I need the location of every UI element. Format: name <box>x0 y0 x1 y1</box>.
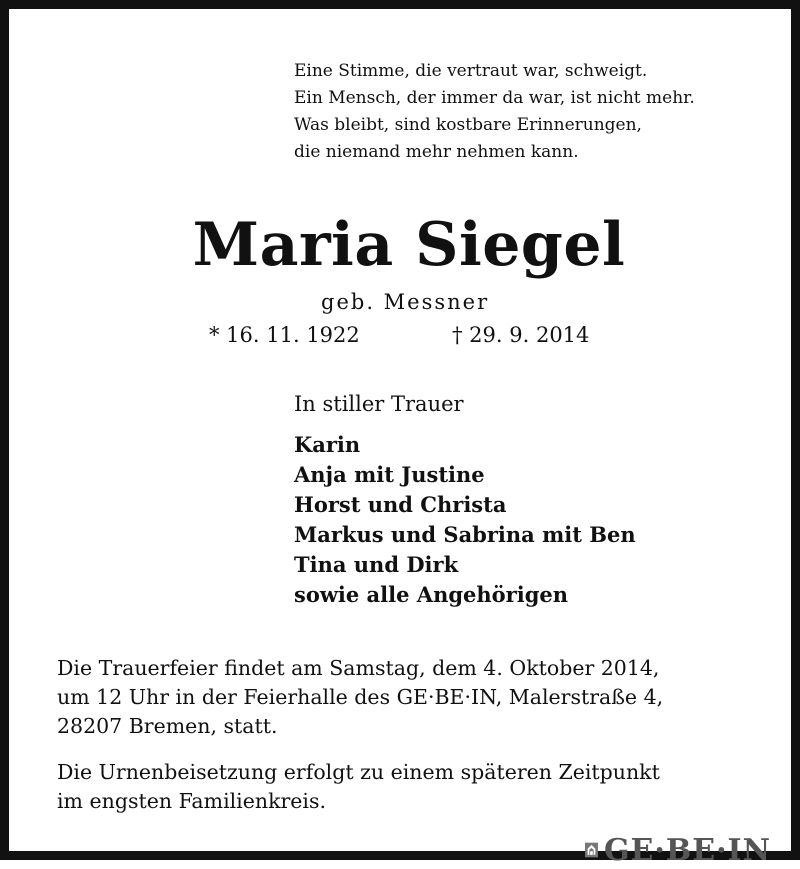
list-item: Anja mit Justine <box>294 462 485 487</box>
list-item: Karin <box>294 432 361 457</box>
poem-line: die niemand mehr nehmen kann. <box>294 142 579 162</box>
list-item: sowie alle Angehörigen <box>294 582 569 607</box>
list-item: Markus und Sabrina mit Ben <box>294 522 636 547</box>
burial-line: Die Urnenbeisetzung erfolgt zu einem späteren Zeitpunkt <box>57 760 660 784</box>
birth-date: * 16. 11. 1922 <box>209 323 360 347</box>
logo-text: GE·BE·IN <box>603 832 771 868</box>
gebein-logo <box>585 831 771 869</box>
deceased-name: Maria Siegel <box>192 210 626 280</box>
poem-line: Was bleibt, sind kostbare Erinnerungen, <box>294 115 642 135</box>
mourning-heading: In stiller Trauer <box>294 392 464 416</box>
maiden-name: geb. Messner <box>321 290 490 314</box>
ceremony-line: 28207 Bremen, statt. <box>57 714 278 738</box>
poem-line: Eine Stimme, die vertraut war, schweigt. <box>294 61 648 81</box>
poem-line: Ein Mensch, der immer da war, ist nicht mehr. <box>294 88 695 108</box>
list-item: Horst und Christa <box>294 492 507 517</box>
ceremony-line: um 12 Uhr in der Feierhalle des GE·BE·IN, Malerstraße 4, <box>57 685 664 709</box>
poem <box>294 58 695 166</box>
burial-line: im engsten Familienkreis. <box>57 789 327 813</box>
gebein-mark-icon <box>585 833 598 867</box>
ceremony-info <box>57 654 663 741</box>
death-date: † 29. 9. 2014 <box>452 323 590 347</box>
burial-info <box>57 758 660 816</box>
ceremony-line: Die Trauerfeier findet am Samstag, dem 4. Oktober 2014, <box>57 656 660 680</box>
list-item: Tina und Dirk <box>294 552 459 577</box>
mourners-list <box>294 430 636 610</box>
